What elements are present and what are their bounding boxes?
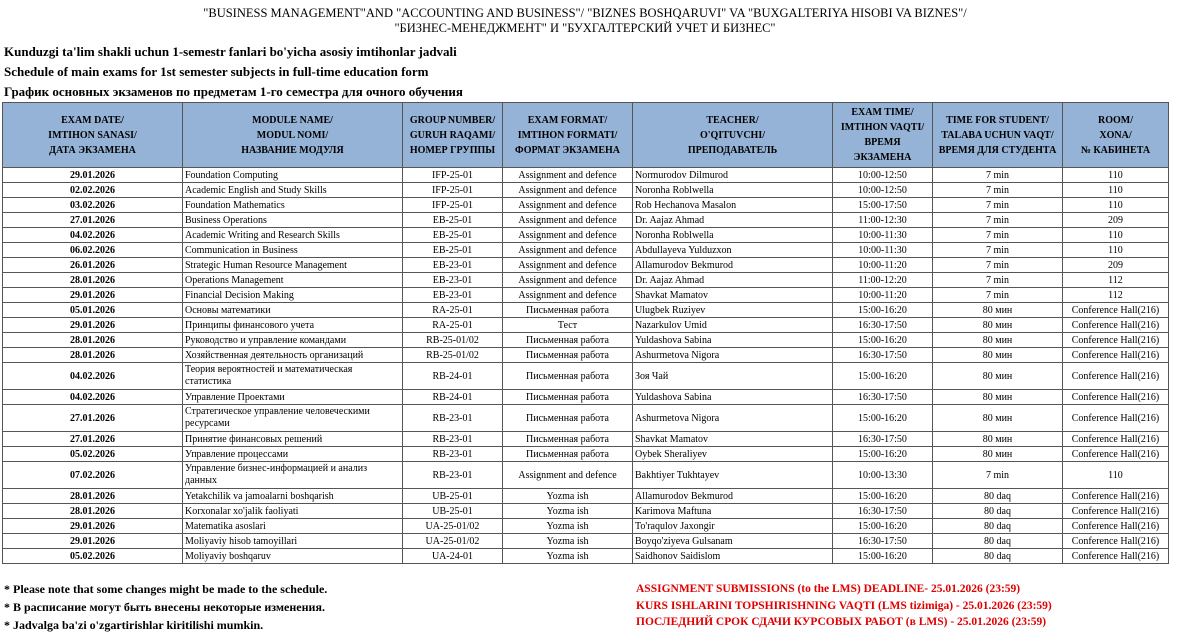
cell-teacher: Shavkat Mamatov	[633, 288, 833, 303]
cell-module-name: Управление бизнес-информацией и анализ данных	[183, 462, 403, 489]
cell-exam-date: 02.02.2026	[3, 183, 183, 198]
cell-room: Conference Hall(216)	[1063, 348, 1169, 363]
cell-time-for-student: 7 min	[933, 258, 1063, 273]
cell-room: 112	[1063, 288, 1169, 303]
cell-exam-date: 28.01.2026	[3, 504, 183, 519]
exam-schedule-table	[2, 102, 1169, 564]
cell-time-for-student: 80 daq	[933, 504, 1063, 519]
table-row	[3, 288, 1169, 303]
cell-group-number: RA-25-01	[403, 318, 503, 333]
cell-group-number: RB-25-01/02	[403, 333, 503, 348]
cell-module-name: Moliyaviy hisob tamoyillari	[183, 534, 403, 549]
cell-room: 209	[1063, 258, 1169, 273]
cell-exam-format: Письменная работа	[503, 405, 633, 432]
cell-exam-time: 10:00-12:50	[833, 168, 933, 183]
cell-exam-time: 10:00-13:30	[833, 462, 933, 489]
cell-teacher: Allamurodov Bekmurod	[633, 258, 833, 273]
cell-exam-format: Письменная работа	[503, 447, 633, 462]
cell-exam-format: Assignment and defence	[503, 258, 633, 273]
cell-module-name: Communication in Business	[183, 243, 403, 258]
cell-exam-format: Yozma ish	[503, 504, 633, 519]
cell-room: 110	[1063, 183, 1169, 198]
cell-teacher: Rob Hechanova Masalon	[633, 198, 833, 213]
cell-exam-date: 28.01.2026	[3, 333, 183, 348]
cell-group-number: RA-25-01	[403, 303, 503, 318]
document-title-line-1: "BUSINESS MANAGEMENT"AND "ACCOUNTING AND BUSINESS"/ "BIZNES BOSHQARUVI" VA "BUXGALTERIYA HISOBI VA BIZNES"/	[203, 6, 967, 20]
cell-exam-date: 26.01.2026	[3, 258, 183, 273]
table-row	[3, 303, 1169, 318]
cell-exam-format: Yozma ish	[503, 534, 633, 549]
table-row	[3, 348, 1169, 363]
cell-room: 110	[1063, 243, 1169, 258]
cell-room: Conference Hall(216)	[1063, 534, 1169, 549]
cell-module-name: Хозяйственная деятельность организаций	[183, 348, 403, 363]
table-row	[3, 198, 1169, 213]
cell-exam-date: 04.02.2026	[3, 363, 183, 390]
cell-room: 110	[1063, 462, 1169, 489]
cell-group-number: UB-25-01	[403, 504, 503, 519]
cell-exam-date: 05.02.2026	[3, 549, 183, 564]
cell-time-for-student: 7 min	[933, 462, 1063, 489]
table-body	[3, 168, 1169, 564]
table-row	[3, 504, 1169, 519]
cell-group-number: UA-25-01/02	[403, 534, 503, 549]
table-row	[3, 534, 1169, 549]
cell-exam-time: 15:00-16:20	[833, 303, 933, 318]
cell-group-number: UA-25-01/02	[403, 519, 503, 534]
cell-exam-time: 10:00-11:30	[833, 228, 933, 243]
cell-time-for-student: 7 min	[933, 273, 1063, 288]
deadline-english: ASSIGNMENT SUBMISSIONS (to the LMS) DEADLINE- 25.01.2026 (23:59)	[636, 583, 1021, 595]
cell-teacher: Dr. Aajaz Ahmad	[633, 273, 833, 288]
cell-room: 209	[1063, 213, 1169, 228]
note-english: * Please note that some changes might be made to the schedule.	[4, 582, 328, 596]
cell-room: 110	[1063, 198, 1169, 213]
cell-exam-time: 15:00-16:20	[833, 519, 933, 534]
cell-room: Conference Hall(216)	[1063, 489, 1169, 504]
cell-module-name: Управление Проектами	[183, 390, 403, 405]
cell-exam-date: 29.01.2026	[3, 288, 183, 303]
note-uzbek: * Jadvalga ba'zi o'zgartirishlar kiritilishi mumkin.	[4, 618, 264, 632]
deadline-uzbek: KURS ISHLARINI TOPSHIRISHNING VAQTI (LMS tizimiga) - 25.01.2026 (23:59)	[636, 600, 1052, 612]
cell-time-for-student: 80 daq	[933, 489, 1063, 504]
cell-module-name: Управление процессами	[183, 447, 403, 462]
cell-exam-time: 15:00-16:20	[833, 405, 933, 432]
cell-teacher: Karimova Maftuna	[633, 504, 833, 519]
cell-exam-date: 28.01.2026	[3, 348, 183, 363]
cell-exam-format: Assignment and defence	[503, 168, 633, 183]
cell-exam-date: 27.01.2026	[3, 432, 183, 447]
cell-room: Conference Hall(216)	[1063, 447, 1169, 462]
cell-exam-format: Письменная работа	[503, 390, 633, 405]
cell-time-for-student: 7 min	[933, 198, 1063, 213]
cell-module-name: Yetakchilik va jamoalarni boshqarish	[183, 489, 403, 504]
cell-time-for-student: 80 daq	[933, 519, 1063, 534]
cell-exam-format: Тест	[503, 318, 633, 333]
cell-group-number: EB-23-01	[403, 288, 503, 303]
table-row	[3, 258, 1169, 273]
cell-module-name: Foundation Computing	[183, 168, 403, 183]
header-time-for-student: TIME FOR STUDENT/ TALABA UCHUN VAQT/ ВРЕМЯ ДЛЯ СТУДЕНТА	[933, 103, 1063, 168]
cell-group-number: RB-23-01	[403, 405, 503, 432]
cell-exam-time: 16:30-17:50	[833, 348, 933, 363]
cell-room: Conference Hall(216)	[1063, 390, 1169, 405]
cell-module-name: Теория вероятностей и математическая статистика	[183, 363, 403, 390]
header-module-name: MODULE NAME/ MODUL NOMI/ НАЗВАНИЕ МОДУЛЯ	[183, 103, 403, 168]
cell-teacher: Dr. Aajaz Ahmad	[633, 213, 833, 228]
cell-room: Conference Hall(216)	[1063, 432, 1169, 447]
cell-group-number: EB-23-01	[403, 273, 503, 288]
cell-room: 110	[1063, 228, 1169, 243]
cell-teacher: Yuldashova Sabina	[633, 390, 833, 405]
table-row	[3, 183, 1169, 198]
cell-exam-format: Assignment and defence	[503, 462, 633, 489]
document-title-line-2: "БИЗНЕС-МЕНЕДЖМЕНТ" И "БУХГАЛТЕРСКИЙ УЧЕТ И БИЗНЕС"	[394, 21, 776, 35]
cell-time-for-student: 7 min	[933, 183, 1063, 198]
cell-group-number: IFP-25-01	[403, 168, 503, 183]
cell-exam-format: Письменная работа	[503, 348, 633, 363]
cell-module-name: Operations Management	[183, 273, 403, 288]
table-row	[3, 228, 1169, 243]
cell-exam-format: Assignment and defence	[503, 198, 633, 213]
cell-room: Conference Hall(216)	[1063, 405, 1169, 432]
cell-group-number: RB-23-01	[403, 432, 503, 447]
table-row	[3, 432, 1169, 447]
cell-time-for-student: 80 мин	[933, 405, 1063, 432]
table-row	[3, 273, 1169, 288]
cell-module-name: Financial Decision Making	[183, 288, 403, 303]
cell-teacher: Oybek Sheraliyev	[633, 447, 833, 462]
cell-module-name: Strategic Human Resource Management	[183, 258, 403, 273]
cell-group-number: UA-24-01	[403, 549, 503, 564]
cell-teacher: Ashurmetova Nigora	[633, 405, 833, 432]
subtitle-uzbek: Kunduzgi ta'lim shakli uchun 1-semestr fanlari bo'yicha asosiy imtihonlar jadvali	[4, 44, 457, 59]
cell-exam-time: 16:30-17:50	[833, 318, 933, 333]
cell-exam-time: 10:00-11:20	[833, 258, 933, 273]
table-row	[3, 390, 1169, 405]
cell-exam-time: 15:00-17:50	[833, 198, 933, 213]
cell-time-for-student: 80 мин	[933, 432, 1063, 447]
cell-teacher: Shavkat Mamatov	[633, 432, 833, 447]
cell-time-for-student: 7 min	[933, 168, 1063, 183]
cell-time-for-student: 7 min	[933, 288, 1063, 303]
table-row	[3, 318, 1169, 333]
cell-room: Conference Hall(216)	[1063, 303, 1169, 318]
cell-teacher: To'raqulov Jaxongir	[633, 519, 833, 534]
cell-exam-time: 10:00-12:50	[833, 183, 933, 198]
header-room: ROOM/ XONA/ № КАБИНЕТА	[1063, 103, 1169, 168]
cell-room: Conference Hall(216)	[1063, 519, 1169, 534]
header-teacher: TEACHER/ O'QITUVCHI/ ПРЕПОДАВАТЕЛЬ	[633, 103, 833, 168]
cell-room: Conference Hall(216)	[1063, 318, 1169, 333]
cell-group-number: EB-25-01	[403, 243, 503, 258]
cell-room: Conference Hall(216)	[1063, 333, 1169, 348]
cell-room: Conference Hall(216)	[1063, 549, 1169, 564]
cell-exam-date: 04.02.2026	[3, 228, 183, 243]
cell-module-name: Основы математики	[183, 303, 403, 318]
cell-exam-format: Assignment and defence	[503, 273, 633, 288]
cell-time-for-student: 7 min	[933, 228, 1063, 243]
note-russian: * В расписание могут быть внесены некоторые изменения.	[4, 600, 325, 614]
cell-time-for-student: 80 мин	[933, 318, 1063, 333]
header-exam-time: EXAM TIME/ IMTIHON VAQTI/ ВРЕМЯ ЭКЗАМЕНА	[833, 103, 933, 168]
cell-exam-time: 15:00-16:20	[833, 333, 933, 348]
cell-exam-date: 28.01.2026	[3, 489, 183, 504]
table-row	[3, 519, 1169, 534]
cell-time-for-student: 80 мин	[933, 348, 1063, 363]
cell-room: Conference Hall(216)	[1063, 363, 1169, 390]
cell-exam-time: 10:00-11:20	[833, 288, 933, 303]
deadline-russian: ПОСЛЕДНИЙ СРОК СДАЧИ КУРСОВЫХ РАБОТ (в LMS) - 25.01.2026 (23:59)	[636, 616, 1047, 628]
cell-group-number: RB-24-01	[403, 363, 503, 390]
cell-exam-time: 15:00-16:20	[833, 489, 933, 504]
table-row	[3, 333, 1169, 348]
cell-exam-date: 29.01.2026	[3, 318, 183, 333]
cell-teacher: Saidhonov Saidislom	[633, 549, 833, 564]
cell-time-for-student: 80 мин	[933, 303, 1063, 318]
cell-exam-format: Assignment and defence	[503, 213, 633, 228]
cell-module-name: Business Operations	[183, 213, 403, 228]
table-row	[3, 489, 1169, 504]
cell-module-name: Принципы финансового учета	[183, 318, 403, 333]
cell-exam-time: 16:30-17:50	[833, 504, 933, 519]
cell-exam-time: 15:00-16:20	[833, 363, 933, 390]
cell-exam-time: 11:00-12:20	[833, 273, 933, 288]
table-row	[3, 405, 1169, 432]
cell-time-for-student: 80 мин	[933, 447, 1063, 462]
cell-exam-time: 15:00-16:20	[833, 447, 933, 462]
cell-exam-format: Yozma ish	[503, 549, 633, 564]
cell-teacher: Noronha Roblwella	[633, 228, 833, 243]
cell-exam-date: 07.02.2026	[3, 462, 183, 489]
table-row	[3, 213, 1169, 228]
subtitle-english: Schedule of main exams for 1st semester subjects in full-time education form	[4, 64, 429, 79]
cell-module-name: Academic English and Study Skills	[183, 183, 403, 198]
cell-teacher: Ashurmetova Nigora	[633, 348, 833, 363]
cell-exam-time: 15:00-16:20	[833, 549, 933, 564]
cell-module-name: Matematika asoslari	[183, 519, 403, 534]
header-group-number: GROUP NUMBER/ GURUH RAQAMI/ НОМЕР ГРУППЫ	[403, 103, 503, 168]
cell-group-number: IFP-25-01	[403, 198, 503, 213]
cell-group-number: UB-25-01	[403, 489, 503, 504]
cell-group-number: EB-25-01	[403, 213, 503, 228]
cell-teacher: Nazarkulov Umid	[633, 318, 833, 333]
cell-time-for-student: 80 мин	[933, 333, 1063, 348]
cell-exam-date: 29.01.2026	[3, 534, 183, 549]
cell-module-name: Foundation Mathematics	[183, 198, 403, 213]
cell-exam-date: 05.02.2026	[3, 447, 183, 462]
cell-exam-format: Yozma ish	[503, 489, 633, 504]
cell-time-for-student: 80 daq	[933, 534, 1063, 549]
cell-room: 110	[1063, 168, 1169, 183]
cell-teacher: Noronha Roblwella	[633, 183, 833, 198]
cell-exam-date: 05.01.2026	[3, 303, 183, 318]
cell-exam-format: Assignment and defence	[503, 183, 633, 198]
cell-teacher: Ulugbek Ruziyev	[633, 303, 833, 318]
cell-exam-format: Assignment and defence	[503, 288, 633, 303]
cell-room: Conference Hall(216)	[1063, 504, 1169, 519]
table-header-row	[3, 103, 1169, 168]
cell-time-for-student: 7 min	[933, 213, 1063, 228]
cell-exam-date: 27.01.2026	[3, 405, 183, 432]
table-row	[3, 243, 1169, 258]
cell-room: 112	[1063, 273, 1169, 288]
cell-teacher: Allamurodov Bekmurod	[633, 489, 833, 504]
cell-exam-date: 28.01.2026	[3, 273, 183, 288]
cell-exam-date: 29.01.2026	[3, 168, 183, 183]
cell-teacher: Bakhtiyer Tukhtayev	[633, 462, 833, 489]
cell-teacher: Зоя Чай	[633, 363, 833, 390]
table-row	[3, 447, 1169, 462]
cell-group-number: IFP-25-01	[403, 183, 503, 198]
cell-exam-format: Письменная работа	[503, 303, 633, 318]
cell-exam-format: Assignment and defence	[503, 243, 633, 258]
cell-group-number: RB-23-01	[403, 462, 503, 489]
cell-time-for-student: 80 мин	[933, 363, 1063, 390]
cell-exam-format: Письменная работа	[503, 363, 633, 390]
cell-exam-format: Письменная работа	[503, 333, 633, 348]
cell-time-for-student: 80 мин	[933, 390, 1063, 405]
cell-module-name: Руководство и управление командами	[183, 333, 403, 348]
cell-group-number: RB-23-01	[403, 447, 503, 462]
cell-exam-time: 16:30-17:50	[833, 432, 933, 447]
cell-module-name: Academic Writing and Research Skills	[183, 228, 403, 243]
cell-exam-date: 03.02.2026	[3, 198, 183, 213]
cell-time-for-student: 7 min	[933, 243, 1063, 258]
cell-module-name: Moliyaviy boshqaruv	[183, 549, 403, 564]
cell-exam-time: 16:30-17:50	[833, 390, 933, 405]
cell-exam-format: Assignment and defence	[503, 228, 633, 243]
cell-time-for-student: 80 daq	[933, 549, 1063, 564]
cell-module-name: Принятие финансовых решений	[183, 432, 403, 447]
cell-exam-format: Yozma ish	[503, 519, 633, 534]
table-row	[3, 549, 1169, 564]
table-row	[3, 363, 1169, 390]
cell-group-number: EB-23-01	[403, 258, 503, 273]
cell-teacher: Yuldashova Sabina	[633, 333, 833, 348]
cell-exam-time: 16:30-17:50	[833, 534, 933, 549]
cell-teacher: Abdullayeva Yulduzxon	[633, 243, 833, 258]
cell-exam-time: 10:00-11:30	[833, 243, 933, 258]
cell-exam-date: 04.02.2026	[3, 390, 183, 405]
cell-module-name: Стратегическое управление человеческими ресурсами	[183, 405, 403, 432]
cell-exam-date: 27.01.2026	[3, 213, 183, 228]
cell-teacher: Normurodov Dilmurod	[633, 168, 833, 183]
header-exam-date: EXAM DATE/ IMTIHON SANASI/ ДАТА ЭКЗАМЕНА	[3, 103, 183, 168]
cell-group-number: RB-25-01/02	[403, 348, 503, 363]
cell-exam-date: 29.01.2026	[3, 519, 183, 534]
cell-module-name: Korxonalar xo'jalik faoliyati	[183, 504, 403, 519]
cell-group-number: RB-24-01	[403, 390, 503, 405]
subtitle-russian: График основных экзаменов по предметам 1-го семестра для очного обучения	[4, 84, 463, 99]
header-exam-format: EXAM FORMAT/ IMTIHON FORMATI/ ФОРМАТ ЭКЗАМЕНА	[503, 103, 633, 168]
cell-group-number: EB-25-01	[403, 228, 503, 243]
cell-teacher: Boyqo'ziyeva Gulsanam	[633, 534, 833, 549]
cell-exam-time: 11:00-12:30	[833, 213, 933, 228]
cell-exam-date: 06.02.2026	[3, 243, 183, 258]
table-row	[3, 168, 1169, 183]
table-row	[3, 462, 1169, 489]
cell-exam-format: Письменная работа	[503, 432, 633, 447]
